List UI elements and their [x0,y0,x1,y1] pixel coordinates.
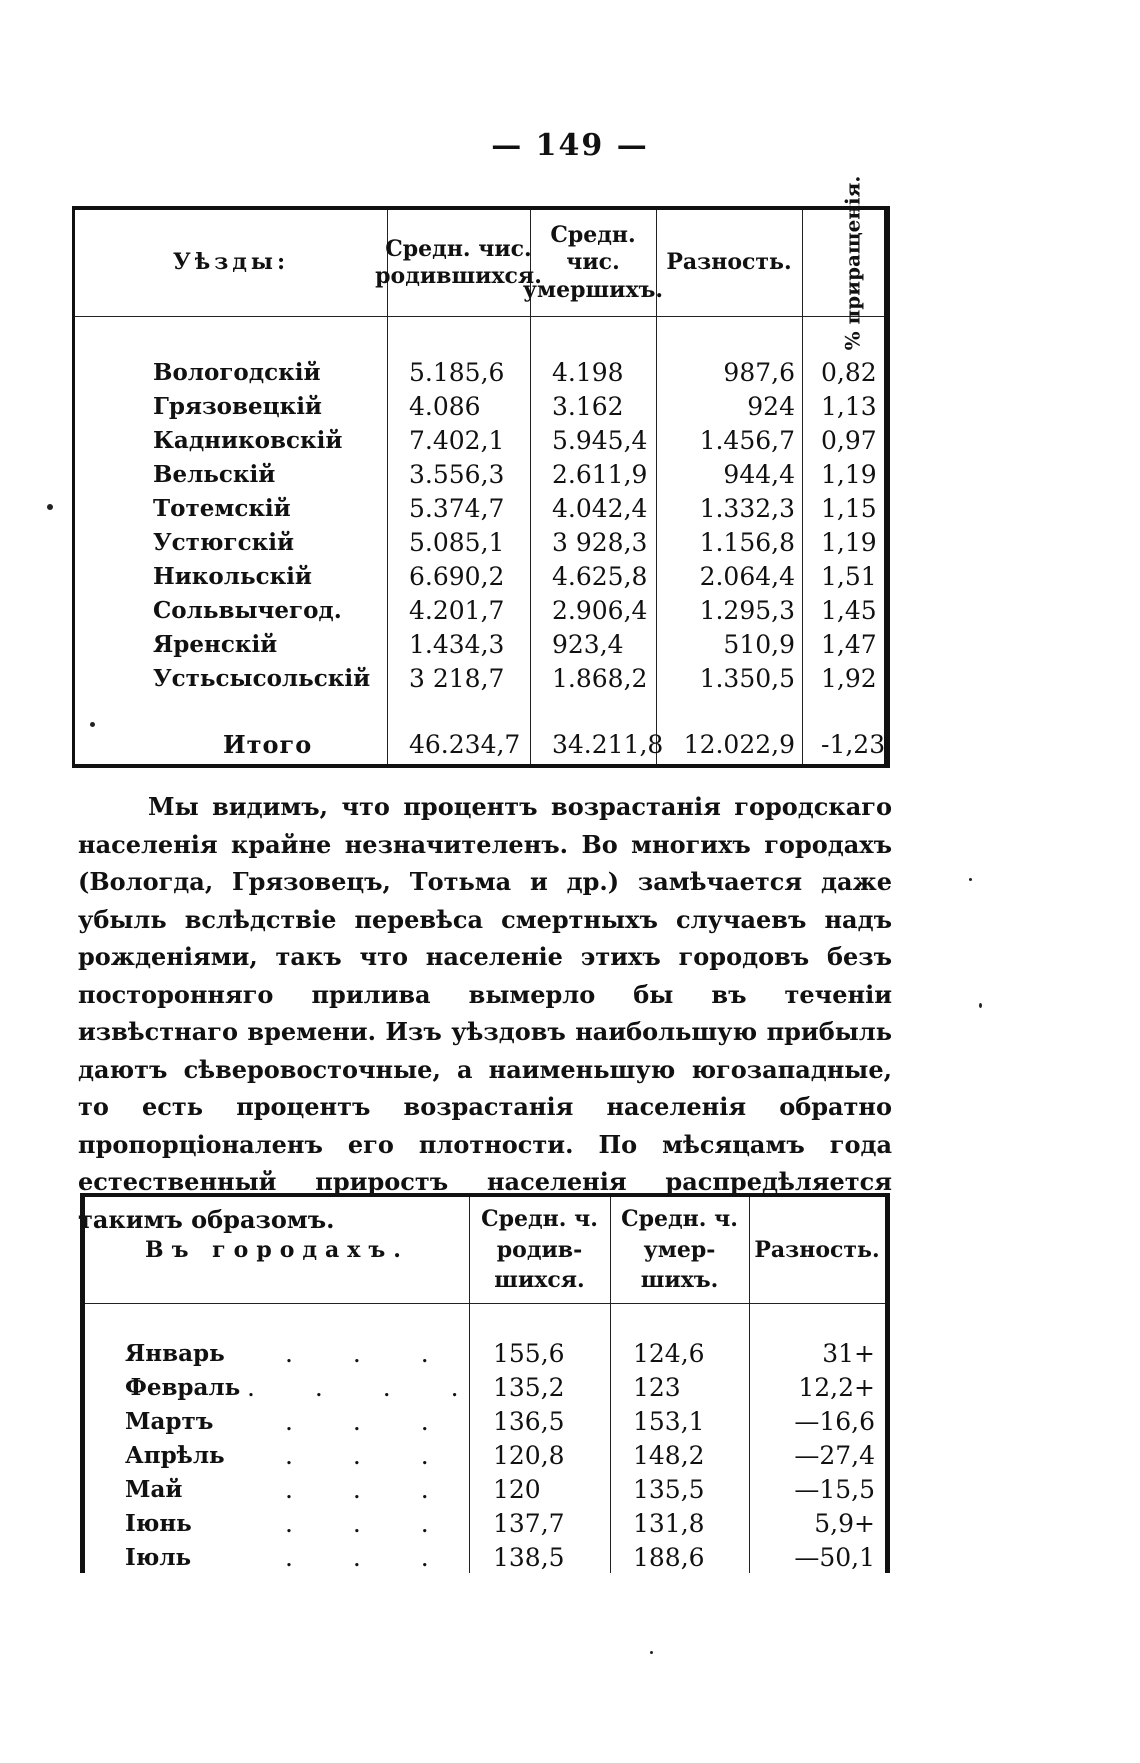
births-value: 120 [493,1475,541,1504]
growth-value: 1,47 [821,630,877,659]
table-row [75,424,884,458]
difference-value: —50,1 [794,1543,875,1572]
district-name: Тотемскій [153,495,291,522]
births-value: 4.086 [409,392,481,421]
district-name: Вельскій [153,461,276,488]
leader-dots: . . . [285,1441,455,1470]
difference-value: 987,6 [723,358,795,387]
monthly-table [80,1193,890,1573]
deaths-value: 135,5 [633,1475,705,1504]
deaths-value: 1.868,2 [552,664,648,693]
difference-value: —15,5 [794,1475,875,1504]
difference-value: 1.456,7 [699,426,795,455]
leader-dots: . . . [285,1475,455,1504]
month-label: Февраль [125,1374,241,1401]
difference-value: —16,6 [794,1407,875,1436]
district-name: Никольскій [153,563,312,590]
births-value: 120,8 [493,1441,565,1470]
births-value: 3.556,3 [409,460,505,489]
births-value: 137,7 [493,1509,565,1538]
deaths-value: 5.945,4 [552,426,648,455]
growth-value: 1,15 [821,494,877,523]
table-row [75,662,884,696]
births-value: 7.402,1 [409,426,505,455]
page-number: — 149 — [491,128,649,163]
scan-speck [90,722,95,727]
header-in-cities: Въ городахъ. [145,1236,409,1263]
table-row [75,628,884,662]
births-value: 4.201,7 [409,596,505,625]
header-growth-percent: % приращенія. [840,175,864,351]
table-row [75,560,884,594]
scan-speck [979,1003,982,1008]
leader-dots: . . . [285,1339,455,1368]
difference-value: 510,9 [723,630,795,659]
births-value: 5.374,7 [409,494,505,523]
table-row [85,1507,885,1541]
total-difference: 12.022,9 [683,730,795,759]
table-row [75,594,884,628]
growth-value: 0,97 [821,426,877,455]
leader-dots: . . . . [247,1373,485,1402]
births-value: 5.085,1 [409,528,505,557]
table-row [75,492,884,526]
births-value: 6.690,2 [409,562,505,591]
growth-value: 1,19 [821,528,877,557]
births-value: 135,2 [493,1373,565,1402]
month-label: Январь [125,1340,225,1367]
total-growth: -1,23 [821,730,886,759]
table-row [75,390,884,424]
growth-value: 1,45 [821,596,877,625]
deaths-value: 131,8 [633,1509,705,1538]
header-difference: Разность. [754,1236,880,1263]
district-name: Устюгскій [153,529,295,556]
births-value: 155,6 [493,1339,565,1368]
births-value: 1.434,3 [409,630,505,659]
difference-value: —27,4 [794,1441,875,1470]
difference-value: 1.156,8 [699,528,795,557]
table-row [85,1473,885,1507]
deaths-value: 188,6 [633,1543,705,1572]
body-paragraph: Мы видимъ, что процентъ возрастанія городскаго населенія крайне незначителенъ. Во многихъ городахъ (Вологда, Грязовецъ, Тотьма и др.) замѣчается даже убыль вслѣдствіе перевѣса смертныхъ случаевъ надъ рожденіями, такъ что населеніе этихъ городовъ безъ посторонняго прилива вымерло бы въ теченіи извѣстнаго времени. Изъ уѣздовъ наибольшую прибыль даютъ сѣверовосточные, а наименьшую югозападные, то есть процентъ возрастанія населенія обратно пропорціоналенъ его плотности. По мѣсяцамъ года естественный приростъ населенія распредѣляется такимъ образомъ. [78,792,892,1234]
deaths-value: 123 [633,1373,681,1402]
total-deaths: 34.211,8 [552,730,664,759]
table-row [75,458,884,492]
header-births: Средн. чис. родившихся. [375,235,542,289]
table-row [85,1439,885,1473]
leader-dots: . . . [285,1543,455,1572]
deaths-value: 4.042,4 [552,494,648,523]
table-row [85,1371,885,1405]
district-name: Кадниковскій [153,427,343,454]
growth-value: 1,19 [821,460,877,489]
district-table [72,175,890,768]
growth-value: 1,51 [821,562,877,591]
district-name: Устьсысольскій [153,665,371,692]
difference-value: 12,2+ [798,1373,875,1402]
table-row [85,1337,885,1371]
deaths-value: 4.625,8 [552,562,648,591]
leader-dots: . . . [285,1509,455,1538]
deaths-value: 2.611,9 [552,460,648,489]
deaths-value: 923,4 [552,630,624,659]
difference-value: 1.350,5 [699,664,795,693]
header-births: Средн. ч. родившихся. [481,1205,598,1294]
district-name: Вологодскій [153,359,321,386]
district-name: Сольвычегод. [153,597,342,624]
table-row [75,356,884,390]
header-difference: Разность. [666,249,792,276]
total-label: Итого [223,730,313,759]
header-deaths: Средн. чис. умершихъ. [522,221,664,303]
difference-value: 5,9+ [814,1509,875,1538]
difference-value: 31+ [822,1339,875,1368]
month-label: Іюль [125,1544,192,1571]
difference-value: 944,4 [723,460,795,489]
scan-speck [969,878,972,881]
births-value: 138,5 [493,1543,565,1572]
births-value: 3 218,7 [409,664,505,693]
difference-value: 924 [747,392,795,421]
table-row [75,526,884,560]
deaths-value: 4.198 [552,358,624,387]
difference-value: 2.064,4 [699,562,795,591]
births-value: 136,5 [493,1407,565,1436]
deaths-value: 2.906,4 [552,596,648,625]
table-row [85,1405,885,1439]
births-value: 5.185,6 [409,358,505,387]
total-births: 46.234,7 [409,730,521,759]
month-label: Іюнь [125,1510,192,1537]
difference-value: 1.332,3 [699,494,795,523]
difference-value: 1.295,3 [699,596,795,625]
scan-speck [47,504,53,510]
deaths-value: 124,6 [633,1339,705,1368]
deaths-value: 153,1 [633,1407,705,1436]
deaths-value: 148,2 [633,1441,705,1470]
deaths-value: 3.162 [552,392,624,421]
month-label: Апрѣль [125,1442,225,1469]
district-name: Грязовецкій [153,393,322,420]
district-name: Яренскій [153,631,278,658]
month-label: Май [125,1476,183,1503]
header-deaths: Средн. ч. умершихъ. [621,1205,738,1294]
total-row [75,728,884,762]
month-label: Мартъ [125,1408,214,1435]
header-districts: Уѣзды: [172,249,290,276]
table-row [85,1541,885,1575]
growth-value: 1,92 [821,664,877,693]
scan-speck [650,1651,653,1654]
growth-value: 0,82 [821,358,877,387]
deaths-value: 3 928,3 [552,528,648,557]
leader-dots: . . . [285,1407,455,1436]
growth-value: 1,13 [821,392,877,421]
